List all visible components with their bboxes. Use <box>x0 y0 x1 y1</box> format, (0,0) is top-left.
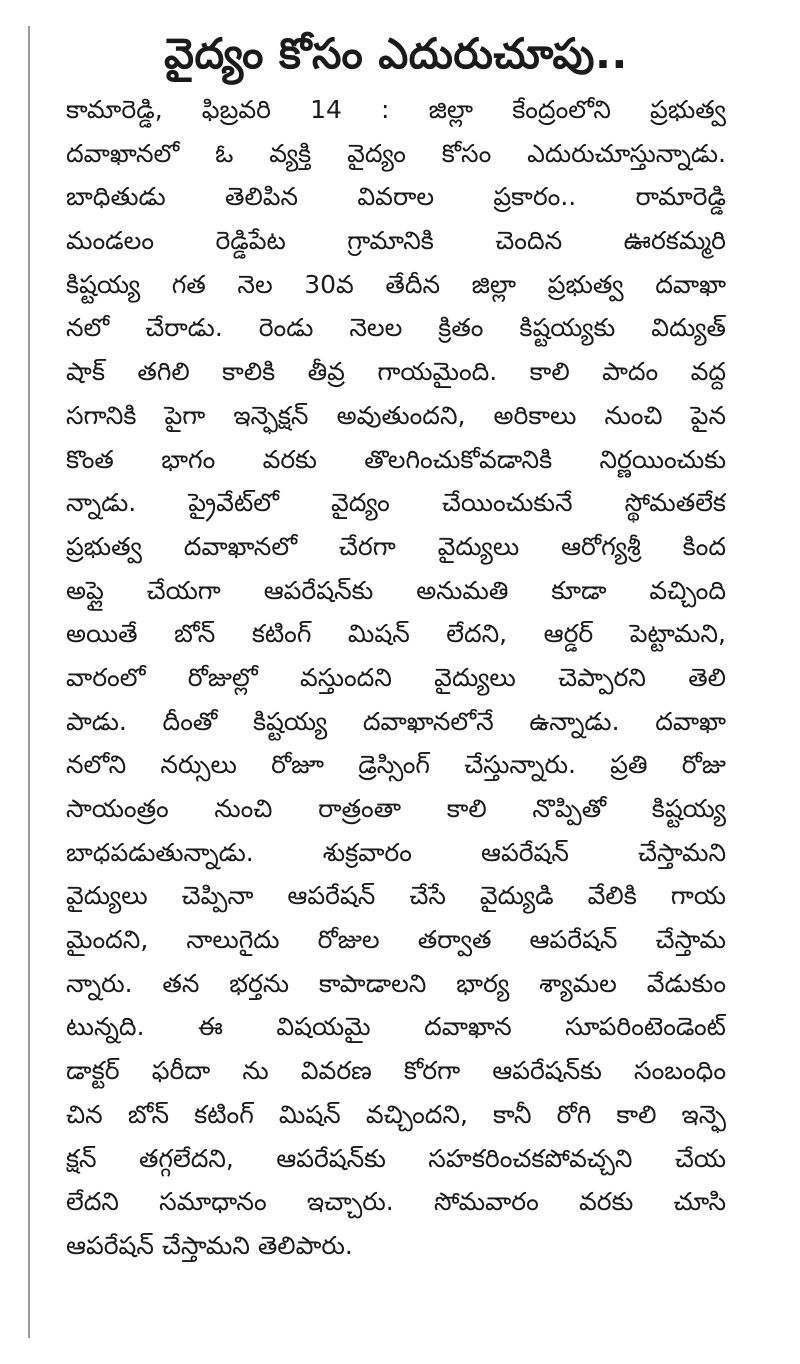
body-line: కిష్టయ్య గత నెల 30వ తేదీన జిల్లా ప్రభుత్వ దవాఖా <box>66 269 726 299</box>
body-line: పాడు. దీంతో కిష్టయ్య దవాఖానలోనే ఉన్నాడు. దవాఖా <box>66 706 726 736</box>
body-line: నలో చేరాడు. రెండు నెలల క్రితం కిష్టయ్యకు విద్యుత్ <box>66 313 726 343</box>
body-line: కామారెడ్డి, ఫిబ్రవరి 14 : జిల్లా కేంద్రంలోని ప్రభుత్వ <box>66 95 726 124</box>
body-line: దవాఖానలో ఓ వ్యక్తి వైద్యం కోసం ఎదురుచూస్తున్నాడు. <box>66 138 726 168</box>
body-line: టున్నది. ఈ విషయమై దవాఖాన సూపరింటెండెంట్ <box>66 1012 726 1042</box>
body-line: కొంత భాగం వరకు తొలగించుకోవడానికి నిర్ణయించుకు <box>66 444 726 474</box>
body-line: ప్రభుత్వ దవాఖానలో చేరగా వైద్యులు ఆరోగ్యశ్రీ కింద <box>66 531 726 561</box>
body-line: వైద్యులు చెప్పినా ఆపరేషన్ చేసే వైద్యుడి వేలికి గాయ <box>66 881 726 911</box>
body-line: మైందని, నాలుగైదు రోజుల తర్వాత ఆపరేషన్ చేస్తామ <box>66 925 726 955</box>
body-line: వారంలో రోజుల్లో వస్తుందని వైద్యులు చెప్పారని తెలి <box>66 662 726 692</box>
body-line-last: ఆపరేషన్ చేస్తామని తెలిపారు. <box>66 1230 353 1260</box>
body-line: బాధితుడు తెలిపిన వివరాల ప్రకారం.. రామారెడ్డి <box>66 182 726 212</box>
news-article <box>66 22 726 1268</box>
body-line: సాయంత్రం నుంచి రాత్రంతా కాలి నొప్పితో కిష్టయ్య <box>66 794 726 823</box>
body-line: డాక్టర్ ఫరీదా ను వివరణ కోరగా ఆపరేషన్‌కు సంబంధిం <box>66 1056 726 1086</box>
body-line: షాక్ తగిలి కాలికి తీవ్ర గాయమైంది. కాలి పాదం వద్ద <box>66 357 726 387</box>
body-line: సగానికి పైగా ఇన్ఫెక్షన్ అవుతుందని, అరికాలు నుంచి పైన <box>66 400 726 430</box>
body-line: లేదని సమాధానం ఇచ్చారు. సోమవారం వరకు చూసి <box>66 1187 726 1217</box>
body-line: అయితే బోన్ కటింగ్ మిషన్ లేదని, ఆర్డర్ పెట్టామని, <box>66 619 726 649</box>
body-line: నలోని నర్సులు రోజూ డ్రెస్సింగ్ చేస్తున్నారు. ప్రతి రోజు <box>66 750 726 780</box>
article-body <box>66 88 726 1268</box>
body-line: న్నాడు. ప్రైవేట్‌లో వైద్యం చేయించుకునే స్థోమతలేక <box>66 488 726 518</box>
body-line: చిన బోన్ కటింగ్ మిషన్ వచ్చిందని, కానీ రోగి కాలి ఇన్ఫె <box>66 1099 726 1129</box>
body-line: న్నారు. తన భర్తను కాపాడాలని భార్య శ్యామల వేడుకుం <box>66 968 726 998</box>
body-line: అప్లై చేయగా ఆపరేషన్‌కు అనుమతి కూడా వచ్చింది <box>66 575 726 605</box>
column-rule <box>28 26 30 1338</box>
body-line: మండలం రెడ్డిపేట గ్రామానికి చెందిన ఊరకమ్మరి <box>66 226 726 256</box>
body-line: బాధపడుతున్నాడు. శుక్రవారం ఆపరేషన్ చేస్తామని <box>66 837 726 867</box>
headline: వైద్యం కోసం ఎదురుచూపు.. <box>164 29 628 78</box>
body-line: క్షన్ తగ్గలేదని, ఆపరేషన్‌కు సహకరించకపోవచ్చని చేయ <box>66 1143 726 1173</box>
